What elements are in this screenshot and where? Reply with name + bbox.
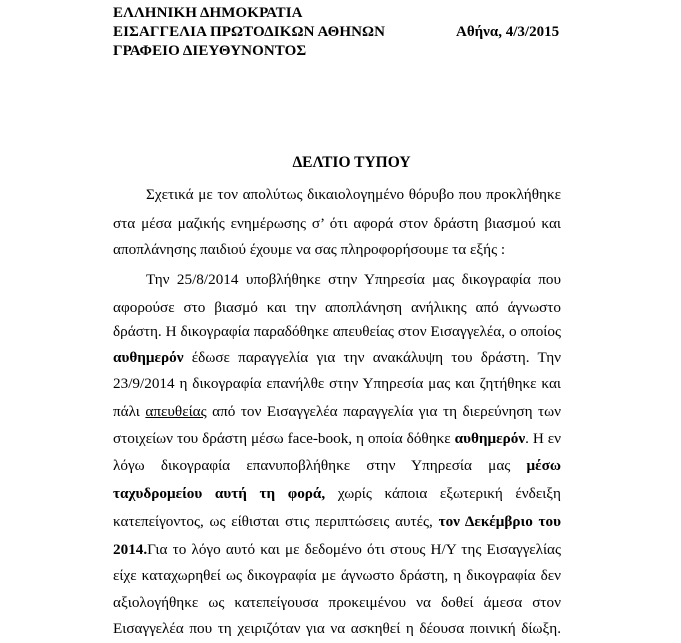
paragraph2-line13: αξιολογήθηκε ως κατεπείγουσα προκειμένου να δοθεί άμεσα στον [113, 594, 561, 611]
paragraph2-line8-text: λόγω δικογραφία επανυποβλήθηκε στην Υπηρεσία μας [113, 457, 527, 474]
paragraph2-line12: είχε καταχωρηθεί ως δικογραφία με άγνωστο δράστη, η δικογραφία δεν [113, 567, 561, 584]
emphasis-same-day-2: αυθημερόν [454, 430, 526, 447]
paragraph2-line10 [113, 512, 561, 532]
paragraph1-line2: στα μέσα μαζικής ενημέρωσης σ’ ότι αφορά στον δράστη βιασμού και [113, 215, 561, 232]
paragraph2-line10-text: κατεπείγοντος, ως είθισται στις περιπτώσεις αυτές, [113, 513, 439, 530]
paragraph2-line6 [113, 402, 561, 422]
paragraph1-line3: αποπλάνησης παιδιού έχουμε να σας πληροφορήσουμε τα εξής : [113, 241, 506, 258]
letterhead [113, 4, 385, 61]
paragraph2-line11-text: Για το λόγο αυτό και με δεδομένο ότι στους Η/Υ της Εισαγγελίας [147, 541, 561, 558]
paragraph2-line6-text-b: από τον Εισαγγελέα παραγγελία για τη διερεύνηση των [206, 403, 561, 420]
paragraph2-line8 [113, 456, 561, 476]
paragraph2-line5: 23/9/2014 η δικογραφία επανήλθε στην Υπηρεσία μας και ζητήθηκε και [113, 375, 561, 392]
paragraph2-line7-text-a: στοιχείων του δράστη μέσω face-book, η οποία δόθηκε [113, 430, 455, 447]
paragraph2-line6-text-a: πάλι [113, 403, 146, 420]
emphasis-year: 2014. [113, 541, 148, 558]
emphasis-same-day: αυθημερόν [113, 349, 184, 366]
paragraph2-line11 [113, 540, 561, 560]
paragraph2-line4-text: έδωσε παραγγελία για την ανακάλυψη του δράστη. Την [183, 349, 561, 366]
paragraph2-line2: αφορούσε στο βιασμό και την αποπλάνηση ανήλικης από άγνωστο [113, 299, 561, 316]
underlined-directly: απευθείας [145, 403, 207, 420]
letterhead-department: ΓΡΑΦΕΙΟ ΔΙΕΥΘΥΝΟΝΤΟΣ [113, 43, 307, 59]
emphasis-december: τον Δεκέμβριο του [438, 513, 561, 530]
letterhead-country: ΕΛΛΗΝΙΚΗ ΔΗΜΟΚΡΑΤΙΑ [113, 5, 303, 21]
document-date: Αθήνα, 4/3/2015 [456, 24, 560, 40]
paragraph2-line3: δράστη. Η δικογραφία παραδόθηκε απευθείας στον Εισαγγελέα, ο οποίος [113, 323, 561, 340]
letterhead-office: ΕΙΣΑΓΓΕΛΙΑ ΠΡΩΤΟΔΙΚΩΝ ΑΘΗΝΩΝ [113, 24, 386, 40]
emphasis-by-post: ταχυδρομείου αυτή τη φορά, [113, 485, 326, 502]
paragraph2-line7-text-b: . Η εν [525, 430, 561, 447]
paragraph2-line9 [113, 484, 561, 504]
paragraph2-line1: Την 25/8/2014 υποβλήθηκε στην Υπηρεσία μας δικογραφία που [146, 271, 561, 288]
document-title: ΔΕΛΤΙΟ ΤΥΠΟΥ [292, 154, 411, 171]
paragraph2-line7 [113, 429, 561, 449]
paragraph2-line4 [113, 348, 561, 368]
paragraph2-line14: Εισαγγελέα που τη χειριζόταν για να ασκηθεί η δέουσα ποινική δίωξη. [113, 620, 561, 637]
emphasis-via: μέσω [526, 457, 561, 474]
paragraph2-line9-text: χωρίς κάποια εξωτερική ένδειξη [325, 485, 561, 502]
paragraph1-line1: Σχετικά με τον απολύτως δικαιολογημένο θόρυβο που προκλήθηκε [146, 186, 561, 203]
